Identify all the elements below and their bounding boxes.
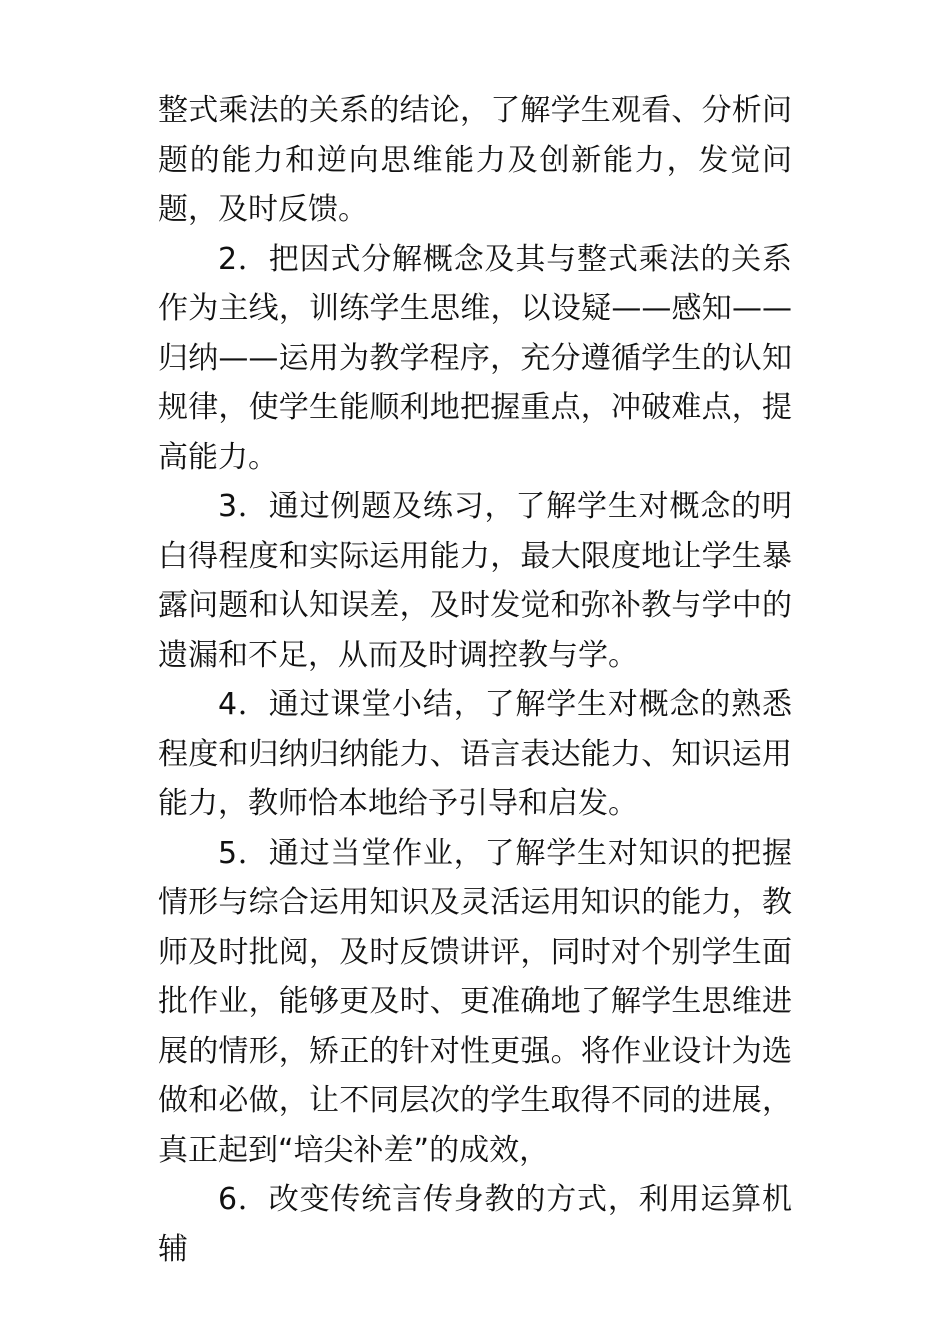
paragraph-item-5: 5．通过当堂作业，了解学生对知识的把握情形与综合运用知识及灵活运用知识的能力，教师及时批阅，及时反馈讲评，同时对个别学生面批作业，能够更及时、更准确地了解学生思维进展的情形，矫正的针对性更强。将作业设计为选做和必做，让不同层次的学生取得不同的进展，真正起到“培尖补差”的成效， — [158, 835, 792, 1168]
document-body — [158, 86, 792, 1274]
paragraph-item-3: 3．通过例题及练习，了解学生对概念的明白得程度和实际运用能力，最大限度地让学生暴露问题和认知误差，及时发觉和弥补教与学中的遗漏和不足，从而及时调控教与学。 — [158, 489, 792, 673]
paragraph-item-4: 4．通过课堂小结，了解学生对概念的熟悉程度和归纳归纳能力、语言表达能力、知识运用能力，教师恰本地给予引导和启发。 — [158, 687, 792, 821]
paragraph-item-2: 2．把因式分解概念及其与整式乘法的关系作为主线，训练学生思维，以设疑——感知——归纳——运用为教学程序，充分遵循学生的认知规律，使学生能顺利地把握重点，冲破难点，提高能力。 — [158, 241, 792, 475]
paragraph-item-6: 6．改变传统言传身教的方式，利用运算机辅 — [158, 1182, 792, 1267]
paragraph-continuation: 整式乘法的关系的结论，了解学生观看、分析问题的能力和逆向思维能力及创新能力，发觉问题，及时反馈。 — [158, 93, 792, 227]
